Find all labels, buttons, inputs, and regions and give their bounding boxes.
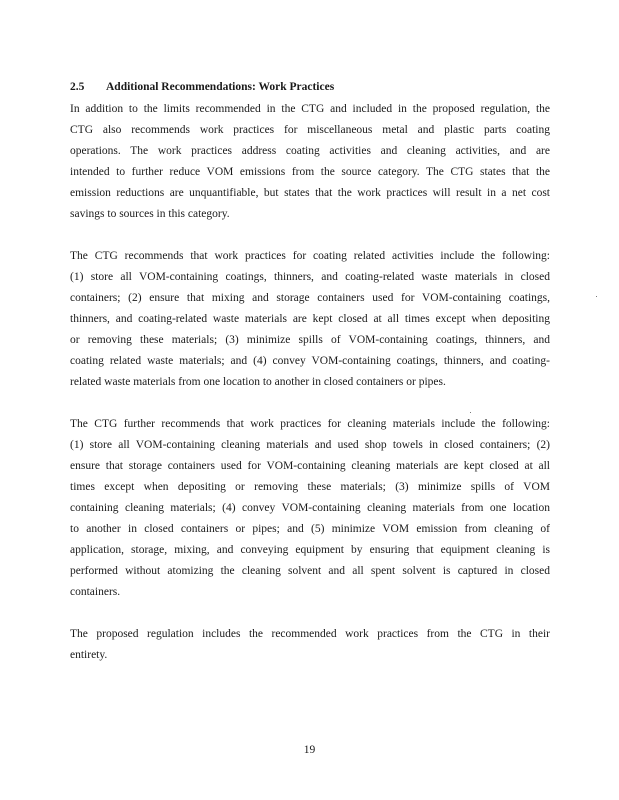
paragraph-line: The proposed regulation includes the recommended work practices from the CTG in their [70,628,550,640]
paragraph-line: related waste materials from one location to another in closed containers or pipes. [70,376,446,388]
paragraph-line: containers. [70,586,121,598]
paragraph-line: In addition to the limits recommended in the CTG and included in the proposed regulation, the [70,103,550,115]
paragraph-line: The CTG recommends that work practices for coating related activities include the following: [70,250,550,262]
paragraph-line: to another in closed containers or pipes; and (5) minimize VOM emission from cleaning of [70,523,550,535]
paragraph-line: CTG also recommends work practices for miscellaneous metal and plastic parts coating [70,124,550,136]
paragraph-line: or removing these materials; (3) minimize spills of VOM-containing coatings, thinners, and [70,334,550,346]
paragraph-line: containing cleaning materials; (4) convey VOM-containing cleaning materials from one location [70,502,550,514]
page-number: 19 [303,744,316,756]
section-heading [70,81,334,93]
section-title: Additional Recommendations: Work Practices [106,81,335,93]
paragraph-line: ensure that storage containers used for VOM-containing cleaning materials are kept closed at all [70,460,550,472]
scan-speck [470,412,471,413]
paragraph-line: times except when depositing or removing these materials; (3) minimize spills of VOM [70,481,550,493]
section-number: 2.5 [70,81,85,93]
paragraph-line: (1) store all VOM-containing cleaning materials and used shop towels in closed containers; (2) [70,439,550,451]
paragraph-3 [70,414,550,603]
paragraph-line: application, storage, mixing, and conveying equipment by ensuring that equipment cleaning is [70,544,550,556]
paragraph-line: intended to further reduce VOM emissions from the source category. The CTG states that the [70,166,550,178]
paragraph-line: performed without atomizing the cleaning solvent and all spent solvent is captured in closed [70,565,550,577]
paragraph-line: coating related waste materials; and (4) convey VOM-containing coatings, thinners, and coating- [70,355,550,367]
paragraph-1 [70,99,550,225]
paragraph-line: operations. The work practices address coating activities and cleaning activities, and are [70,145,550,157]
paragraph-4 [70,624,550,666]
paragraph-line: containers; (2) ensure that mixing and storage containers used for VOM-containing coatings, [70,292,550,304]
paragraph-line: thinners, and coating-related waste materials are kept closed at all times except when depositing [70,313,550,325]
paragraph-2 [70,246,550,393]
paragraph-line: (1) store all VOM-containing coatings, thinners, and coating-related waste materials in closed [70,271,550,283]
paragraph-line: The CTG further recommends that work practices for cleaning materials include the following: [70,418,550,430]
scan-speck [596,296,597,297]
paragraph-line: emission reductions are unquantifiable, but states that the work practices will result in a net cost [70,187,550,199]
paragraph-line: savings to sources in this category. [70,208,230,220]
paragraph-line: entirety. [70,649,108,661]
